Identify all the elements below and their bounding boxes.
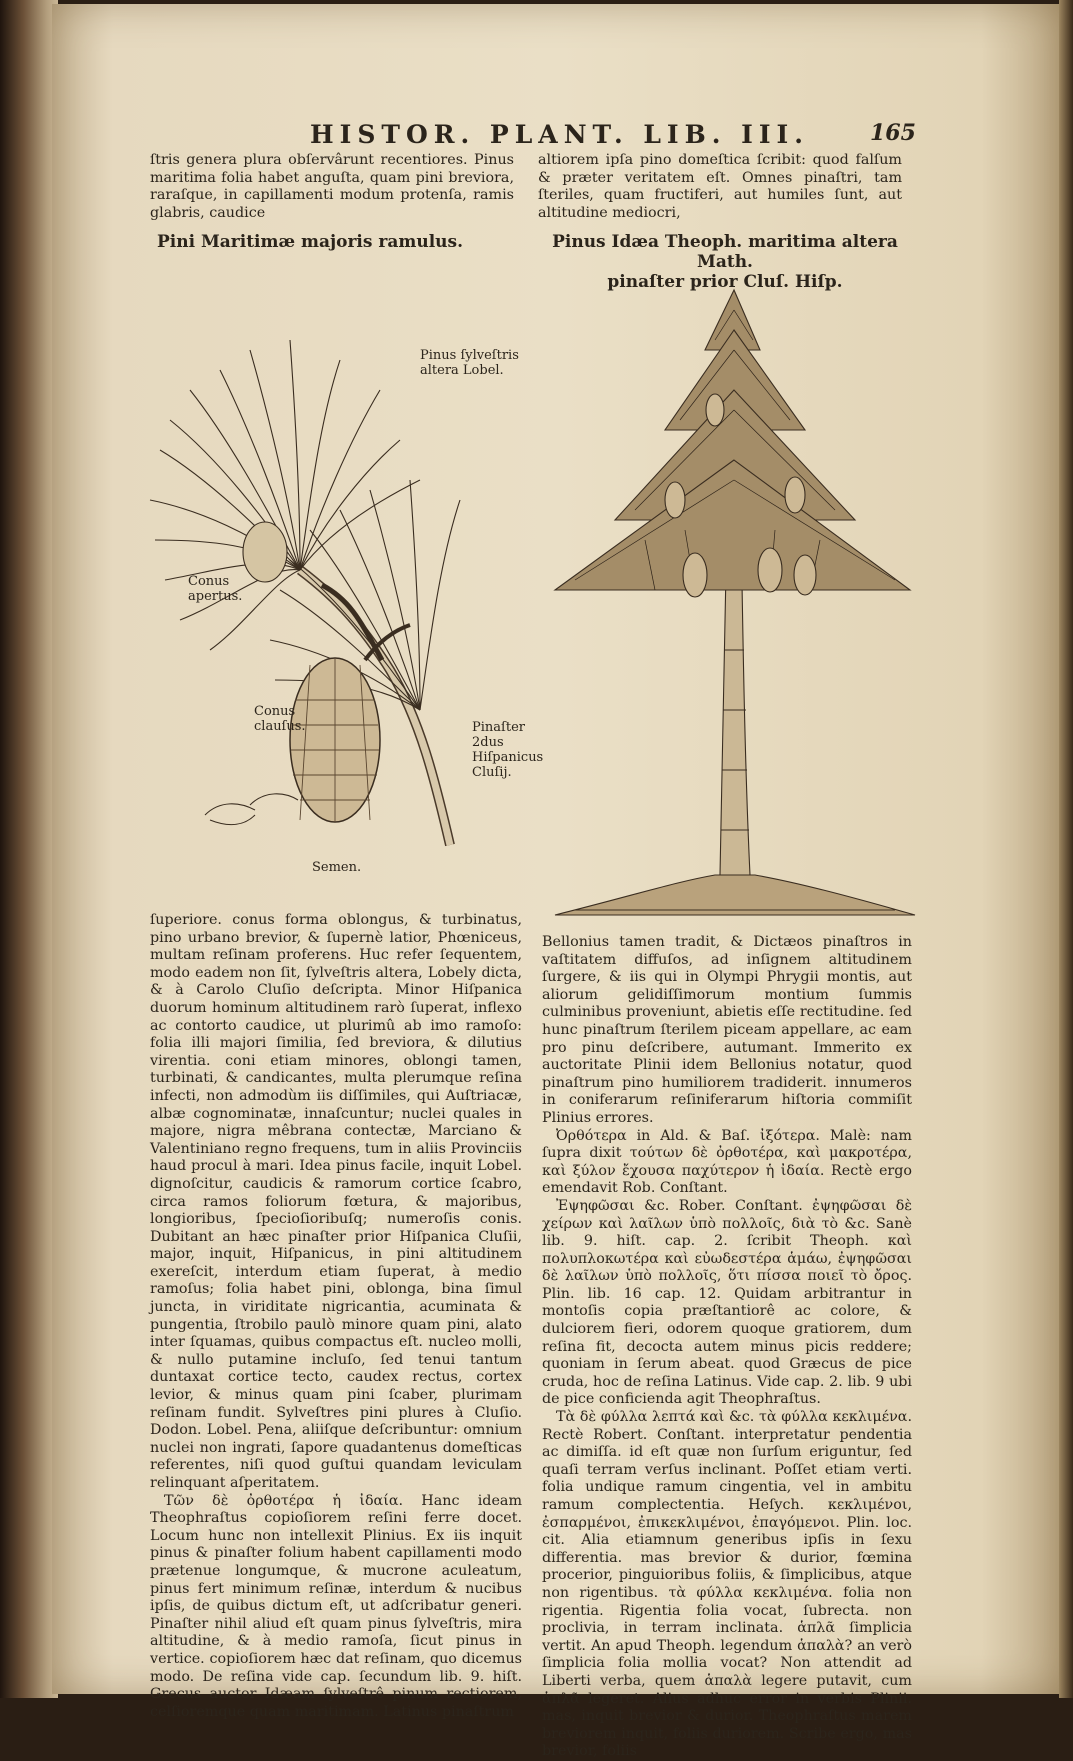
label-pinus-sylvestris: Pinus ſylveſtris altera Lobel. xyxy=(420,348,519,378)
page-edge xyxy=(1059,0,1073,1698)
left-body-paragraph-2: Τῶν δὲ ὀρθοτέρα ἡ ἰδαία. Hanc ideam Theophraſtus copioſiorem reſini ferre docet. Locum hunc non intellexit Plinius. Ex iis inquit pinus & pinaſter folium habent capillamenti modo prætenue longumque, & mucrone aculeatum, pinus fert minimum reſinæ, interdum & nucibus ipſis, de quibus dictum eſt, ut adſcribatur generi. Pinaſter nihil aliud eſt quam pinus ſylveſtris, mira altitudine, & à medio ramoſa, ſicut pinus in vertice. copioſiorem hæc dat reſinam, quo dicemus modo. De reſina vide cap. ſecundum lib. 9. hiſt. Grecus auctor Idæam ſylveſtrê pinum rectiorem, celſioremque quam maritimam. Latinus pinaſtrum xyxy=(150,1492,522,1720)
right-body-paragraph-3: Ἐψηφῶσαι &c. Rober. Conſtant. ἐψηφῶσαι δὲ χείρων καὶ λαῖλων ὑπὸ πολλοῖς, διὰ τὸ &c. Sanè lib. 9. hiſt. cap. 2. ſcribit Theoph. καὶ πολυπλοκωτέρα καὶ εὐωδεστέρα ἁμάω, ἐψηφῶσαι δὲ λαῖλων ὑπὸ πολλοῖς, ὅτι πίσσα ποιεῖ τὸ ὄρος. Plin. lib. 16 cap. 12. Quidam arbitrantur in montoſis copia præſtantiorê ac colore, & dulciorem fieri, odorem quoque gratiorem, dum reſina fit, decocta autem minus picis reddere; quoniam in ſerum abeat. quod Græcus de pice cruda, hoc de reſina Latinus. Vide cap. 2. lib. 9 ubi de pice conficienda agit Theophraſtus. xyxy=(542,1197,912,1408)
right-figure-caption xyxy=(530,232,920,292)
label-conus-clausus: Conus clauſus. xyxy=(254,704,306,734)
left-body-column xyxy=(150,912,522,1720)
page-number: 165 xyxy=(870,120,916,146)
right-top-text xyxy=(538,152,902,221)
left-body-paragraph-1: ſuperiore. conus forma oblongus, & turbinatus, pino urbano brevior, & ſupernè latior, Phœniceus, multam reſinam proferens. Huc refer ſequentem, modo eadem non ſit, ſylveſtris altera, Lobely dicta, & à Carolo Cluſio deſcripta. Minor Hiſpanica duorum hominum altitudinem rarò ſuperat, inflexo ac contorto caudice, ut plurimû ab imo ramoſo: folia illi majori ſimilia, ſed breviora, & dilutius virentia. coni etiam minores, oblongi tamen, turbinati, & candicantes, multa plerumque reſina infecti, non admodùm iis diſſimiles, qui Auſtriacæ, albæ cognominatæ, innaſcuntur; nuclei quales in majore, nigra mêbrana contectæ, Marciano & Valentiniano regno frequens, tum in aliis Provinciis haud procul à mari. Idea pinus facile, inquit Lobel. dignoſcitur, caudicis & ramorum cortice ſcabro, circa ramos foliorum fœtura, & majoribus, longioribus, ſpecioſioribuſq; numeroſis conis. Dubitant an hæc pinaſter prior Hiſpanica Cluſii, major, inquit, Hiſpanicus, in pini altitudinem exereſcit, interdum etiam ſuperat, à medio ramoſus; folia habet pini, oblonga, bina ſimul juncta, in viriditate nigricantia, acuminata & pungentia, ſtrobilo paulò minore quam pini, alato inter ſquamas, quibus compactus eſt. nucleo molli, & nullo putamine incluſo, ſed tenui tantum duntaxat cortice tecto, caudex rectus, cortex levior, & minus quam pini ſcaber, plurimam reſinam fundit. Sylveſtres pini plures à Cluſio. Dodon. Lobel. Pena, aliiſque deſcribuntur: omnium nuclei non ingrati, ſapore quadantenus domeſticas referentes, niſi quod guſtui quandam leviculam relinquant aſperitatem. xyxy=(150,912,522,1491)
label-semen: Semen. xyxy=(312,860,362,875)
right-caption-line-2: pinaſter prior Cluſ. Hiſp. xyxy=(607,272,843,292)
book-spine xyxy=(0,0,58,1698)
left-figure-caption: Pini Maritimæ majoris ramulus. xyxy=(156,232,464,252)
left-top-text xyxy=(150,152,514,221)
right-caption-line-1: Pinus Idæa Theoph. maritima altera Math. xyxy=(552,232,898,272)
label-pinaster-hispanicus: Pinaſter 2dus Hiſpanicus Cluſij. xyxy=(472,720,544,780)
right-body-column xyxy=(542,934,912,1760)
left-top-paragraph: ſtris genera plura obſervârunt recentiores. Pinus maritima folia habet anguſta, quam pini breviora, raraſque, in capillamenti modum protenſa, ramis glabris, caudice xyxy=(150,152,514,221)
right-top-paragraph: altiorem ipſa pino domeſtica ſcribit: quod falſum & præter veritatem eſt. Omnes pinaſtri, tam ſteriles, quam fructiferi, aut humiles ſunt, aut altitudine mediocri, xyxy=(538,152,902,221)
running-title: HISTOR. PLANT. LIB. III. xyxy=(310,120,809,149)
right-body-paragraph-4: Τὰ δὲ φύλλα λεπτά καὶ &c. τὰ φύλλα κεκλιμένα. Rectè Robert. Conſtant. interpretatur pendentia ac dimiſſa. id eſt quæ non ſurſum eriguntur, ſed quaſi terram verſus inclinant. Poſſet etiam verti. folia undique ramum cingentia, vel in ambitu ramum complectentia. Heſych. κεκλιμένοι, ἐσπαρμένοι, ἐπικεκλιμένοι, ἐπαγόμενοι. Plin. loc. cit. Alia etiamnum generibus ipſis in ſexu differentia. mas brevior & durior, fœmina procerior, pinguioribus foliis, & ſimplicibus, atque non rigentibus. τὰ φύλλα κεκλιμένα. folia non rigentia. Rigentia folia vocat, ſubrecta. non proclivia, in terram inclinata. ἁπλᾶ ſimplicia vertit. An apud Theoph. legendum ἁπαλὰ? an verò ſimplicia folia mollia vocat? Non attendit ad Liberti verba, quem ἁπαλὰ legere putavit, cum ἁπλᾶ legeret. Alius adhuc error in verbis Plinii. mas, inquit brevior & durior. Theophraſtus marem breviorem inquit, foliis duriorem. Scribe ergo, mas brevior, foliis xyxy=(542,1409,912,1760)
right-body-paragraph-1: Bellonius tamen tradit, & Dictæos pinaſtros in vaſtitatem diffuſos, ad inſignem altitudinem ſurgere, & iis qui in Olympi Phrygii montis, aut aliorum gelidiſſimorum montium ſummis culminibus proveniunt, abietis eſſe rectitudine. ſed hunc pinaſtrum ſterilem piceam appellare, ac eam pro pinu deſcribere, autumant. Immerito ex auctoritate Plinii idem Bellonius notatur, quod pinaſtrum pino humiliorem tradiderit. innumeros in coniferarum reſiniferarum hiſtoria commiſit Plinius errores. xyxy=(542,934,912,1126)
pine-tree-illustration xyxy=(555,290,915,930)
label-conus-apertus: Conus apertus. xyxy=(188,574,243,604)
right-body-paragraph-2: Ὀρθότερα in Ald. & Baſ. ἰξότερα. Malè: nam ſupra dixit τούτων δὲ ὀρθοτέρα, καὶ μακροτέρα, καὶ ξύλον ἔχουσα παχύτερον ἡ ἰδαία. Rectè ergo emendavit Rob. Conſtant. xyxy=(542,1127,912,1197)
